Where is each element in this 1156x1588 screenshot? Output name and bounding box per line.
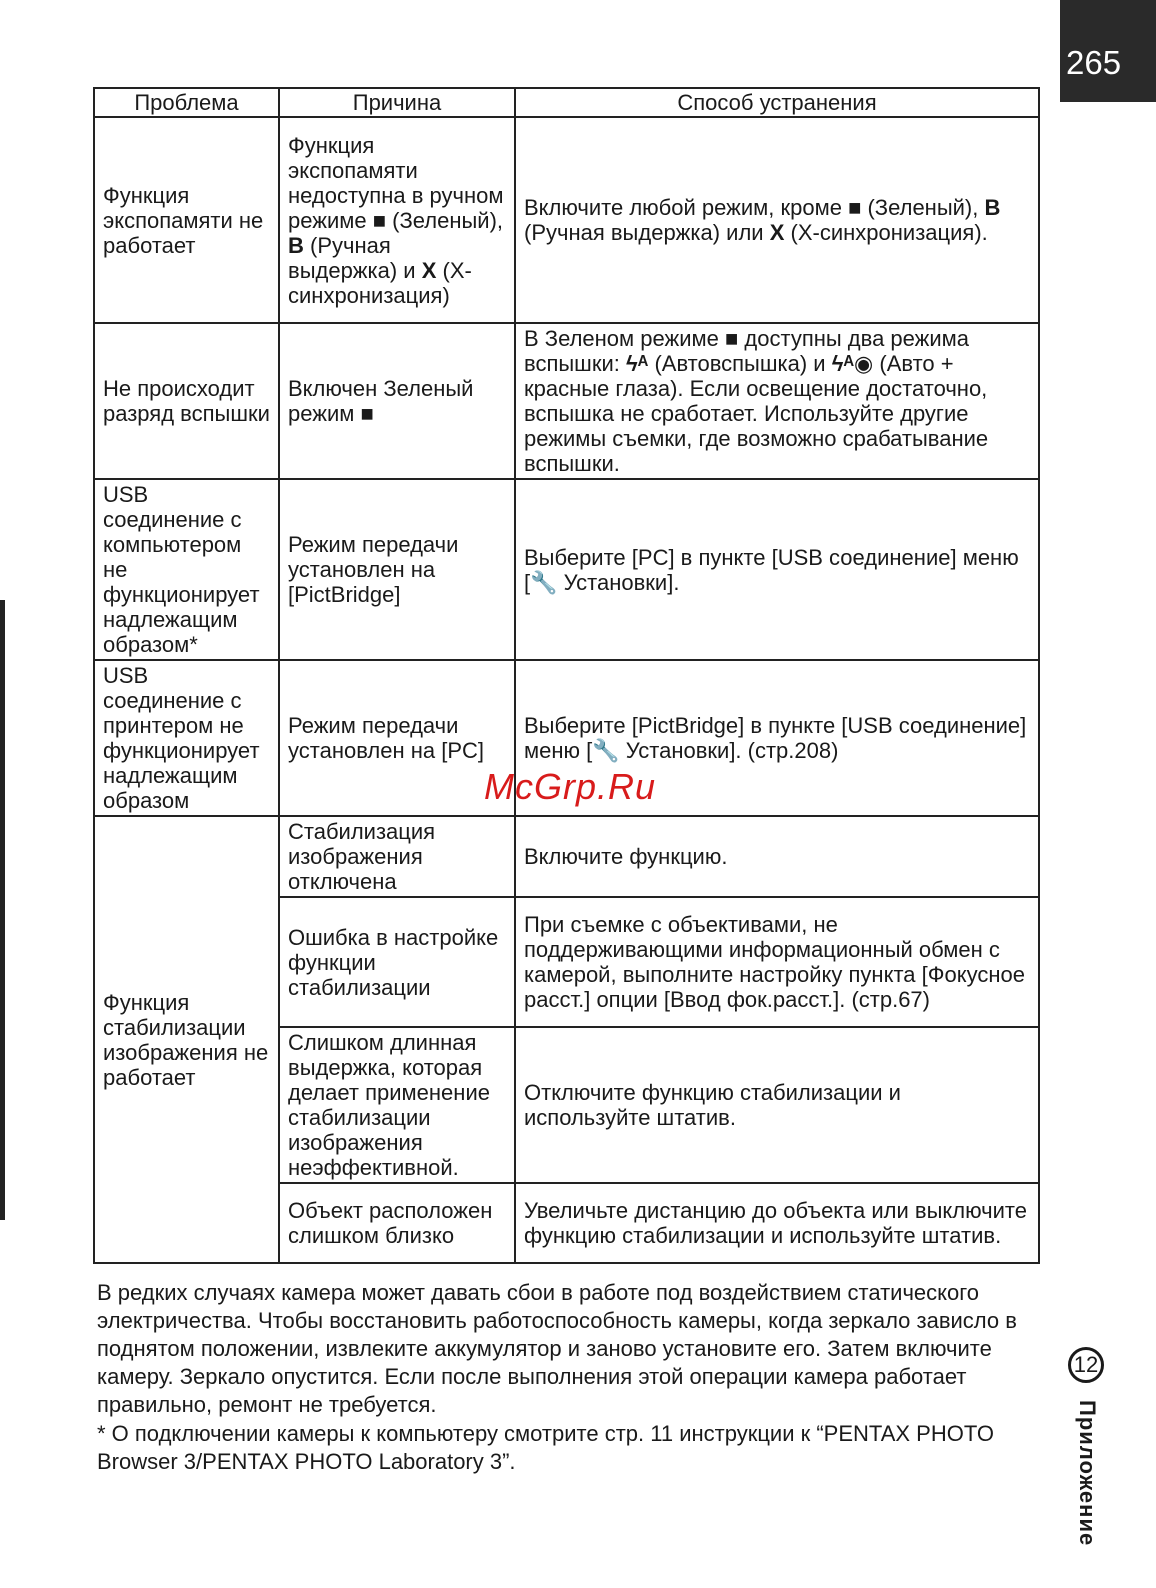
green-mode-square-icon: ■ — [848, 195, 862, 220]
chapter-label: Приложение — [1075, 1400, 1100, 1547]
table-row — [94, 479, 1039, 660]
problem-cell: Функция стабилизации изображения не работает — [94, 816, 279, 1263]
cause-cell — [279, 323, 515, 479]
watermark: McGrp.Ru — [484, 766, 657, 807]
wrench-icon: 🔧 — [530, 569, 558, 595]
cause-text: Функция экспопамяти недоступна в ручном режиме — [288, 132, 504, 233]
header-solution: Способ устранения — [515, 88, 1039, 117]
table-header-row — [94, 88, 1039, 117]
cause-cell: Объект расположен слишком близко — [279, 1183, 515, 1263]
footnote: * О подключении камеры к компьютеру смотрите стр. 11 инструкции к “PENTAX PHOTO Browser 3/PENTAX PHOTO Laboratory 3”. — [97, 1421, 995, 1474]
solution-cell: Отключите функцию стабилизации и используйте штатив. — [515, 1027, 1039, 1183]
solution-text: (Авто + красные глаза). Если освещение достаточно, вспышка не сработает. Используйте другие режимы съемки, где возможно срабатывание вспышки. — [524, 351, 989, 476]
green-mode-square-icon: ■ — [725, 326, 739, 351]
cause-text: (Ручная выдержка) и — [288, 232, 416, 283]
problem-cell: USB соединение с компьютером не функционирует надлежащим образом* — [94, 479, 279, 660]
solution-text: Включите любой режим, кроме — [524, 195, 842, 220]
scan-margin-mark — [0, 600, 5, 1220]
solution-cell — [515, 117, 1039, 323]
solution-cell — [515, 479, 1039, 660]
solution-text: (X-синхронизация). — [790, 220, 988, 245]
cause-cell: Режим передачи установлен на [PictBridge] — [279, 479, 515, 660]
header-cause: Причина — [279, 88, 515, 117]
static-electricity-note: В редких случаях камера может давать сбои в работе под воздействием статического электричества. Чтобы восстановить работоспособность камеры, когда зеркало зависло в поднятом положении, извлеките аккумулятор и заново установите его. Затем включите камеру. Зеркало опустится. Если после выполнения этой операции камера работает правильно, ремонт не требуется. — [97, 1280, 1017, 1417]
solution-cell — [515, 323, 1039, 479]
cause-cell — [279, 117, 515, 323]
solution-cell: Включите функцию. — [515, 816, 1039, 897]
solution-cell: Увеличьте дистанцию до объекта или выключите функцию стабилизации и используйте штатив. — [515, 1183, 1039, 1263]
solution-text: В Зеленом режиме — [524, 326, 719, 351]
cause-text: (X-синхронизация) — [288, 257, 472, 308]
solution-text: (Автовспышка) и — [654, 351, 826, 376]
solution-text: (Ручная выдержка) или — [524, 220, 764, 245]
green-mode-square-icon: ■ — [360, 401, 374, 426]
x-sync-icon: X — [769, 220, 785, 245]
green-mode-square-icon: ■ — [372, 207, 387, 233]
cause-text: Включен Зеленый режим — [288, 376, 474, 426]
troubleshooting-table — [93, 87, 1040, 1264]
problem-cell: Функция экспопамяти не работает — [94, 117, 279, 323]
cause-cell: Режим передачи установлен на [PC] — [279, 660, 515, 816]
solution-text: Выберите [PC] в пункте [USB соединение] меню [ — [524, 544, 1019, 595]
table-row — [94, 117, 1039, 323]
cause-cell: Стабилизация изображения отключена — [279, 816, 515, 897]
table-row — [94, 816, 1039, 897]
wrench-icon: 🔧 — [592, 738, 620, 763]
solution-text: Выберите [PictBridge] в пункте [USB соединение] меню [ — [524, 713, 1027, 763]
header-problem: Проблема — [94, 88, 279, 117]
solution-text: Установки]. — [563, 569, 680, 595]
cause-text: (Зеленый), — [392, 207, 504, 233]
bulb-mode-icon: B — [288, 232, 304, 258]
problem-cell: USB соединение с принтером не функционирует надлежащим образом — [94, 660, 279, 816]
chapter-number-badge: 12 — [1068, 1347, 1104, 1383]
x-sync-icon: X — [421, 257, 437, 283]
solution-text: Установки]. (стр.208) — [625, 738, 839, 763]
cause-cell: Ошибка в настройке функции стабилизации — [279, 897, 515, 1027]
page-number: 265 — [1066, 44, 1122, 81]
solution-text: (Зеленый), — [867, 195, 979, 220]
solution-text: доступны два режима вспышки: — [524, 326, 970, 376]
solution-cell: При съемке с объективами, не поддерживающими информационный обмен с камерой, выполните настройку пункта [Фокусное расст.] опции [Ввод фок.расст.]. (стр.67) — [515, 897, 1039, 1027]
bulb-mode-icon: B — [984, 195, 1001, 220]
cause-cell: Слишком длинная выдержка, которая делает применение стабилизации изображения неэффективной. — [279, 1027, 515, 1183]
auto-redeye-flash-icon: ϟᴬ◉ — [831, 351, 874, 376]
table-row — [94, 323, 1039, 479]
problem-cell: Не происходит разряд вспышки — [94, 323, 279, 479]
auto-flash-icon: ϟᴬ — [625, 351, 649, 376]
